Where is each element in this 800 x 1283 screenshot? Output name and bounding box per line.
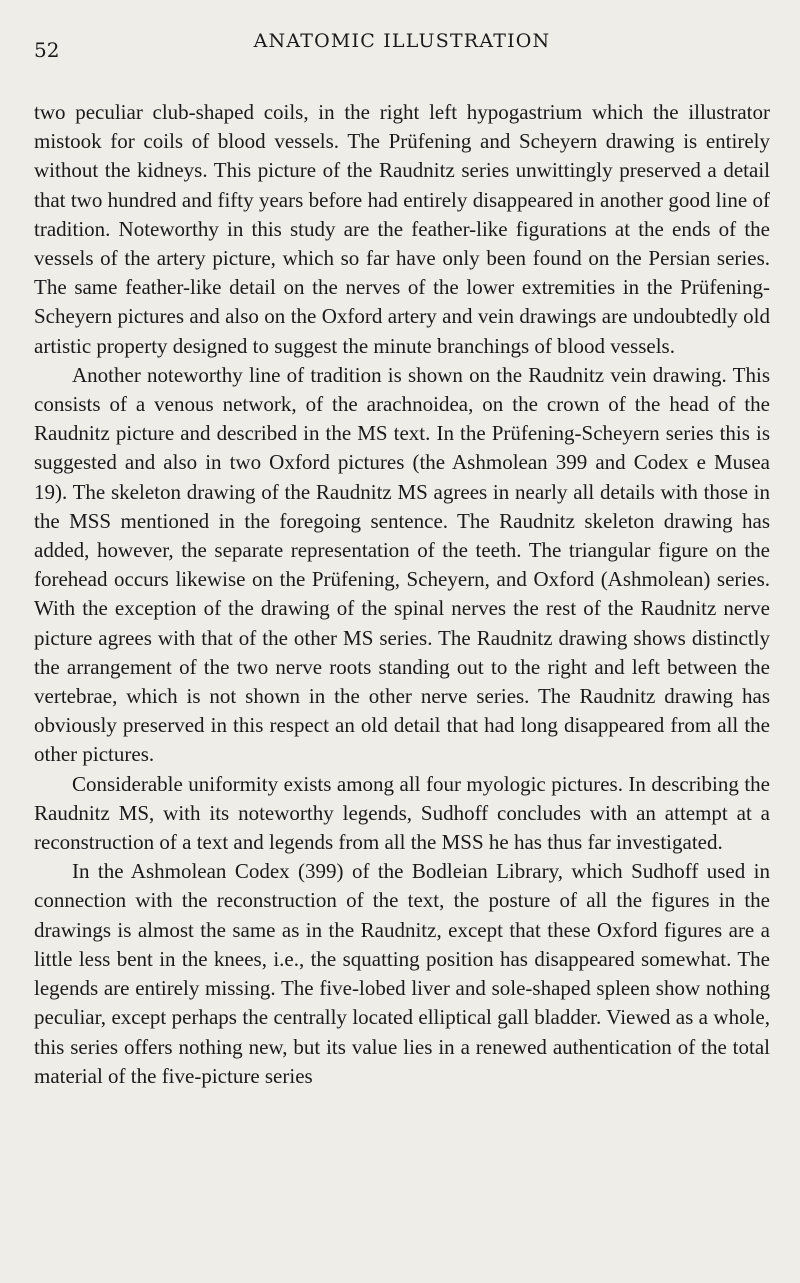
body-text <box>34 98 770 1091</box>
page-header <box>34 26 770 62</box>
paragraph-ashmolean: In the Ashmolean Codex (399) of the Bodleian Library, which Sudhoff used in connection with the reconstruction of the text, the posture of all the figures in the drawings is almost the same as in the Raudnitz, except that these Oxford figures are a little less bent in the knees, i.e., the squatting position has disappeared somewhat. The legends are entirely missing. The five-lobed liver and sole-shaped spleen show nothing peculiar, except perhaps the centrally located elliptical gall bladder. Viewed as a whole, this series offers nothing new, but its value lies in a renewed authentication of the total material of the five-picture series <box>34 859 770 1088</box>
paragraph-vein-drawing: Another noteworthy line of tradition is shown on the Raudnitz vein drawing. This consists of a venous network, of the arachnoidea, on the crown of the head of the Raudnitz picture and described in the MS text. In the Prüfening-Scheyern series this is suggested and also in two Oxford pictures (the Ashmolean 399 and Codex e Musea 19). The skeleton drawing of the Raudnitz MS agrees in nearly all details with those in the MSS mentioned in the foregoing sentence. The Raudnitz skeleton drawing has added, however, the separate representation of the teeth. The triangular figure on the forehead occurs likewise on the Prüfening, Scheyern, and Oxford (Ashmolean) series. With the exception of the drawing of the spinal nerves the rest of the Raudnitz nerve picture agrees with that of the other MS series. The Raudnitz drawing shows distinctly the arrangement of the two nerve roots standing out to the right and left between the vertebrae, which is not shown in the other nerve series. The Raudnitz drawing has obviously preserved in this respect an old detail that had long disappeared from all the other pictures. <box>34 362 770 767</box>
page-number: 52 <box>34 38 60 62</box>
running-title: ANATOMIC ILLUSTRATION <box>253 30 551 52</box>
paragraph-myologic: Considerable uniformity exists among all four myologic pictures. In describing the Raudnitz MS, with its noteworthy legends, Sudhoff concludes with an attempt at a reconstruction of a text and legends from all the MSS he has thus far investigated. <box>34 771 770 855</box>
paragraph-continued: two peculiar club-shaped coils, in the right left hypogastrium which the illustrator mistook for coils of blood vessels. The Prüfening and Scheyern drawing is entirely without the kidneys. This picture of the Raudnitz series unwittingly preserved a detail that two hundred and fifty years before had entirely disappeared in another good line of tradition. Noteworthy in this study are the feather-like figurations at the ends of the vessels of the artery picture, which so far have only been found on the Persian series. The same feather-like detail on the nerves of the lower extremities in the Prüfening-Scheyern pictures and also on the Oxford artery and vein drawings are undoubtedly old artistic property designed to suggest the minute branchings of blood vessels. <box>34 100 770 358</box>
